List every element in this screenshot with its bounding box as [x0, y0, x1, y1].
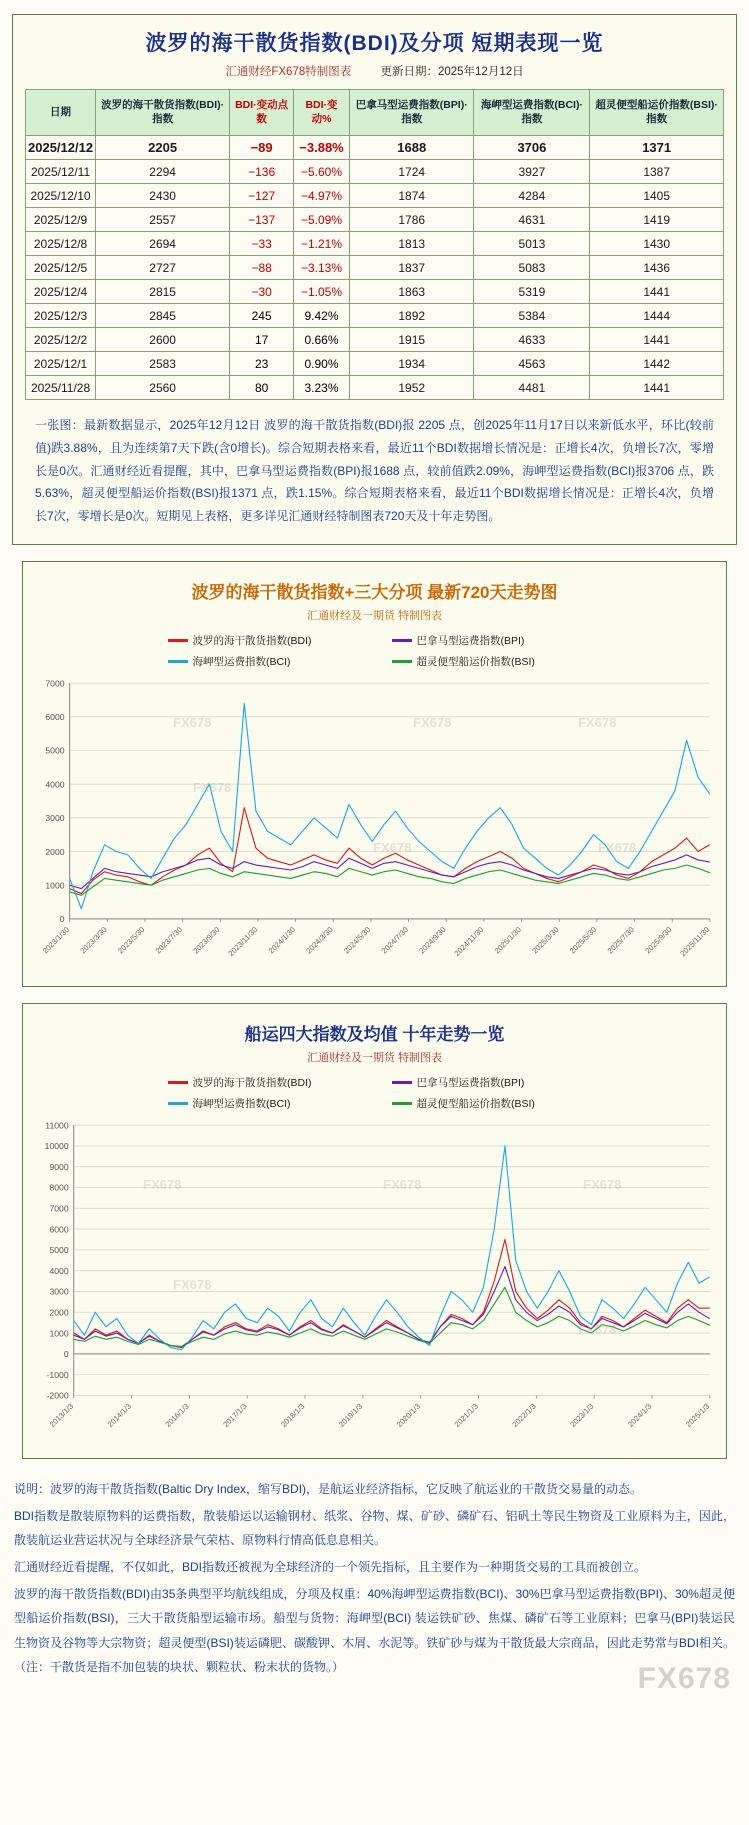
table-row: [26, 304, 724, 328]
legend-swatch-icon: [168, 660, 188, 663]
svg-text:2023/9/30: 2023/9/30: [191, 925, 222, 956]
svg-text:11000: 11000: [45, 1120, 69, 1131]
table-row: [26, 256, 724, 280]
cell-bsi: 1405: [590, 184, 724, 208]
watermark-text: FX678: [373, 839, 412, 855]
watermark-text: FX678: [583, 1176, 622, 1192]
svg-text:2022/1/3: 2022/1/3: [510, 1401, 538, 1429]
col-bdi-change: BDI·变动点数: [230, 90, 294, 136]
cell-bci: 3706: [474, 136, 590, 160]
chart-720d-legend: [23, 625, 726, 675]
svg-text:10000: 10000: [44, 1141, 69, 1152]
page-title: 波罗的海干散货指数(BDI)及分项 短期表现一览: [145, 32, 604, 55]
cell-date: 2025/12/11: [26, 160, 96, 184]
page-root: [0, 14, 749, 1700]
cell-change-pct: 9.42%: [294, 304, 350, 328]
cell-bpi: 1837: [349, 256, 473, 280]
cell-date: 2025/12/1: [26, 352, 96, 376]
legend-item: [392, 654, 582, 669]
updated-label: 更新日期：2025年12月12日: [380, 66, 524, 78]
legend-swatch-icon: [392, 639, 412, 642]
watermark-text: FX678: [413, 714, 452, 730]
chart-720d-subtitle: 汇通财经及一期货 特制图表: [306, 609, 443, 622]
legend-swatch-icon: [392, 1081, 412, 1084]
svg-text:2000: 2000: [49, 1307, 69, 1318]
table-row: [26, 352, 724, 376]
cell-bdi: 2557: [96, 208, 230, 232]
legend-swatch-icon: [392, 1102, 412, 1105]
svg-text:7000: 7000: [49, 1203, 69, 1214]
cell-bci: 5384: [474, 304, 590, 328]
chart-720d-svg: [29, 675, 720, 980]
legend-item: [392, 1096, 582, 1111]
svg-text:2023/1/3: 2023/1/3: [568, 1401, 596, 1429]
table-row: [26, 376, 724, 400]
legend-label: 波罗的海干散货指数(BDI): [192, 634, 312, 647]
legend-item: [168, 633, 358, 648]
summary-note: 一张图：最新数据显示，2025年12月12日 波罗的海干散货指数(BDI)报 2205 点，创2025年11月17日以来新低水平，环比(较前值)跌3.88%，且为连续第7天下跌(含0增长)。综合短期表格来看，最近11个BDI数据增长情况是：正增长4次，负增长7次，零增长是0次。汇通财经近看提醒，其中，巴拿马型运费指数(BPI)报1688 点，较前值跌2.09%，海岬型运费指数(BCI)报3706 点，跌5.63%，超灵便型船运价指数(BSI)报1371 点，跌1.15%。综合短期表格来看，最近11个BDI数据增长情况是：正增长4次，负增长7次，零增长是0次。短期见上表格，更多详见汇通财经特制图表720天及十年走势图。: [35, 418, 714, 524]
table-source-line: [13, 59, 736, 89]
bdi-table-body: [26, 136, 724, 400]
source-label: 汇通财经FX678特制图表: [225, 66, 352, 78]
svg-text:2025/7/30: 2025/7/30: [605, 925, 636, 956]
svg-text:2018/1/3: 2018/1/3: [279, 1401, 307, 1429]
cell-bpi: 1813: [349, 232, 473, 256]
cell-bsi: 1436: [590, 256, 724, 280]
svg-text:2025/9/30: 2025/9/30: [643, 925, 674, 956]
cell-bdi: 2294: [96, 160, 230, 184]
svg-text:3000: 3000: [49, 1286, 69, 1297]
cell-change-pct: −1.05%: [294, 280, 350, 304]
legend-label: 超灵便型船运价指数(BSI): [416, 1097, 535, 1110]
svg-text:2025/3/30: 2025/3/30: [530, 925, 561, 956]
cell-bci: 3927: [474, 160, 590, 184]
cell-bpi: 1874: [349, 184, 473, 208]
watermark-text: FX678: [193, 779, 232, 795]
cell-bsi: 1441: [590, 376, 724, 400]
col-bsi: 超灵便型船运价指数(BSI)·指数: [590, 90, 724, 136]
cell-date: 2025/12/12: [26, 136, 96, 160]
svg-text:1000: 1000: [45, 880, 65, 891]
svg-text:2023/5/30: 2023/5/30: [116, 925, 147, 956]
cell-change-pct: −3.13%: [294, 256, 350, 280]
svg-text:2024/9/30: 2024/9/30: [417, 925, 448, 956]
legend-label: 海岬型运费指数(BCI): [192, 1097, 291, 1110]
table-header-row: [26, 90, 724, 136]
cell-change: −136: [230, 160, 294, 184]
cell-bdi: 2815: [96, 280, 230, 304]
legend-item: [168, 1075, 358, 1090]
cell-change-pct: 0.90%: [294, 352, 350, 376]
table-row: [26, 232, 724, 256]
watermark-text: FX678: [578, 1321, 617, 1337]
svg-text:2016/1/3: 2016/1/3: [163, 1401, 191, 1429]
svg-text:2025/1/30: 2025/1/30: [492, 925, 523, 956]
desc-line: 说明：波罗的海干散货指数(Baltic Dry Index，缩写BDI)，是航运业经济指标，它反映了航运业的干散货交易量的动态。: [14, 1482, 643, 1497]
svg-text:1000: 1000: [49, 1328, 69, 1339]
cell-bpi: 1688: [349, 136, 473, 160]
desc-line: BDI指数是散装原物料的运费指数，散装船运以运输钢材、纸浆、谷物、煤、矿砂、磷矿石、铝矾土等民生物资及工业原料为主，因此，散装航运业营运状况与全球经济景气荣枯、原物料行情高低息息相关。: [14, 1508, 735, 1548]
cell-bsi: 1444: [590, 304, 724, 328]
cell-bci: 4633: [474, 328, 590, 352]
cell-bpi: 1934: [349, 352, 473, 376]
chart-10y-plot-wrap: [23, 1117, 726, 1452]
watermark-text: FX678: [578, 714, 617, 730]
cell-change: −127: [230, 184, 294, 208]
cell-change: 80: [230, 376, 294, 400]
legend-label: 超灵便型船运价指数(BSI): [416, 655, 535, 668]
table-row: [26, 208, 724, 232]
cell-bci: 5083: [474, 256, 590, 280]
chart-720d-title: 波罗的海干散货指数+三大分项 最新720天走势图: [191, 582, 558, 602]
cell-date: 2025/12/8: [26, 232, 96, 256]
cell-change-pct: −5.09%: [294, 208, 350, 232]
legend-swatch-icon: [168, 639, 188, 642]
cell-change-pct: −1.21%: [294, 232, 350, 256]
table-row: [26, 184, 724, 208]
svg-text:4000: 4000: [45, 779, 65, 790]
legend-label: 巴拿马型运费指数(BPI): [416, 634, 525, 647]
cell-date: 2025/12/4: [26, 280, 96, 304]
svg-text:0: 0: [59, 914, 65, 925]
cell-bpi: 1952: [349, 376, 473, 400]
cell-change-pct: −4.97%: [294, 184, 350, 208]
footer-description: [0, 1459, 749, 1690]
cell-bpi: 1786: [349, 208, 473, 232]
svg-text:-1000: -1000: [46, 1369, 69, 1380]
svg-text:2024/3/30: 2024/3/30: [304, 925, 335, 956]
watermark-text: FX678: [383, 1176, 422, 1192]
svg-text:2025/1/3: 2025/1/3: [683, 1401, 712, 1429]
cell-change: −33: [230, 232, 294, 256]
desc-line: 汇通财经近看提醒，不仅如此，BDI指数还被视为全球经济的一个领先指标，且主要作为一种期货交易的工具而被创立。: [14, 1559, 647, 1574]
chart-10y-svg: [29, 1117, 720, 1452]
legend-item: [168, 1096, 358, 1111]
watermark-text: FX678: [173, 1276, 212, 1292]
svg-text:6000: 6000: [45, 712, 65, 723]
table-row: [26, 280, 724, 304]
col-date: 日期: [26, 90, 96, 136]
chart-720d-plot-wrap: [23, 675, 726, 980]
svg-text:2024/1/30: 2024/1/30: [266, 925, 298, 956]
cell-change: −88: [230, 256, 294, 280]
legend-swatch-icon: [392, 660, 412, 663]
cell-change-pct: −3.88%: [294, 136, 350, 160]
cell-change: 17: [230, 328, 294, 352]
svg-text:2023/7/30: 2023/7/30: [153, 925, 185, 956]
svg-text:3000: 3000: [45, 813, 65, 824]
svg-text:2023/3/30: 2023/3/30: [78, 925, 109, 956]
cell-date: 2025/12/2: [26, 328, 96, 352]
chart-10y-subtitle: 汇通财经及一期货 特制图表: [306, 1051, 443, 1064]
svg-text:2021/1/3: 2021/1/3: [452, 1401, 480, 1429]
col-bci: 海岬型运费指数(BCI)·指数: [474, 90, 590, 136]
svg-text:2020/1/3: 2020/1/3: [394, 1401, 423, 1429]
svg-text:4000: 4000: [49, 1265, 69, 1276]
svg-text:6000: 6000: [49, 1224, 69, 1235]
cell-date: 2025/11/28: [26, 376, 96, 400]
col-bdi-change-pct: BDI·变动%: [294, 90, 350, 136]
legend-label: 波罗的海干散货指数(BDI): [192, 1076, 312, 1089]
cell-bdi: 2600: [96, 328, 230, 352]
svg-text:2023/11/30: 2023/11/30: [226, 925, 260, 958]
table-row: [26, 136, 724, 160]
footer-watermark: FX678: [637, 1661, 731, 1695]
table-row: [26, 328, 724, 352]
chart-10y-panel: [22, 1003, 727, 1459]
legend-item: [392, 633, 582, 648]
cell-bci: 4284: [474, 184, 590, 208]
cell-bsi: 1371: [590, 136, 724, 160]
legend-swatch-icon: [168, 1102, 188, 1105]
cell-bdi: 2694: [96, 232, 230, 256]
cell-change: −137: [230, 208, 294, 232]
watermark-text: FX678: [598, 839, 637, 855]
legend-swatch-icon: [168, 1081, 188, 1084]
cell-bsi: 1387: [590, 160, 724, 184]
cell-bsi: 1441: [590, 328, 724, 352]
col-bdi: 波罗的海干散货指数(BDI)·指数: [96, 90, 230, 136]
svg-text:-2000: -2000: [46, 1390, 69, 1401]
svg-text:7000: 7000: [45, 678, 65, 689]
cell-date: 2025/12/9: [26, 208, 96, 232]
cell-date: 2025/12/3: [26, 304, 96, 328]
cell-date: 2025/12/5: [26, 256, 96, 280]
cell-bpi: 1915: [349, 328, 473, 352]
legend-item: [392, 1075, 582, 1090]
svg-text:2024/11/30: 2024/11/30: [452, 925, 486, 958]
svg-text:2025/11/30: 2025/11/30: [678, 925, 712, 958]
cell-change: 245: [230, 304, 294, 328]
cell-change-pct: 0.66%: [294, 328, 350, 352]
cell-bdi: 2560: [96, 376, 230, 400]
svg-text:5000: 5000: [49, 1244, 69, 1255]
cell-bsi: 1430: [590, 232, 724, 256]
legend-item: [168, 654, 358, 669]
cell-bci: 4631: [474, 208, 590, 232]
svg-text:2024/1/3: 2024/1/3: [626, 1401, 654, 1429]
cell-change: −30: [230, 280, 294, 304]
bdi-table-panel: [12, 14, 737, 545]
svg-text:2023/1/30: 2023/1/30: [40, 925, 72, 956]
svg-text:2014/1/3: 2014/1/3: [105, 1401, 133, 1429]
cell-change-pct: 3.23%: [294, 376, 350, 400]
cell-bci: 4481: [474, 376, 590, 400]
bdi-table: [25, 89, 724, 400]
cell-date: 2025/12/10: [26, 184, 96, 208]
legend-label: 巴拿马型运费指数(BPI): [416, 1076, 525, 1089]
cell-bpi: 1724: [349, 160, 473, 184]
cell-bpi: 1863: [349, 280, 473, 304]
svg-text:2013/1/3: 2013/1/3: [47, 1401, 76, 1429]
chart-10y-legend: [23, 1067, 726, 1117]
cell-bci: 5013: [474, 232, 590, 256]
svg-text:2024/5/30: 2024/5/30: [342, 925, 373, 956]
cell-bci: 4563: [474, 352, 590, 376]
svg-text:5000: 5000: [45, 745, 65, 756]
svg-text:2017/1/3: 2017/1/3: [221, 1401, 249, 1429]
cell-bdi: 2845: [96, 304, 230, 328]
svg-text:0: 0: [63, 1348, 69, 1359]
svg-text:2025/5/30: 2025/5/30: [567, 925, 599, 956]
legend-label: 海岬型运费指数(BCI): [192, 655, 291, 668]
cell-bdi: 2430: [96, 184, 230, 208]
chart-10y-title: 船运四大指数及均值 十年走势一览: [244, 1024, 505, 1044]
col-bpi: 巴拿马型运费指数(BPI)·指数: [349, 90, 473, 136]
watermark-text: FX678: [143, 1176, 182, 1192]
svg-text:9000: 9000: [49, 1161, 69, 1172]
cell-bdi: 2205: [96, 136, 230, 160]
cell-change: 23: [230, 352, 294, 376]
cell-change-pct: −5.60%: [294, 160, 350, 184]
cell-bsi: 1442: [590, 352, 724, 376]
chart-720d-panel: [22, 561, 727, 987]
cell-bpi: 1892: [349, 304, 473, 328]
svg-text:2024/7/30: 2024/7/30: [379, 925, 410, 956]
cell-bsi: 1419: [590, 208, 724, 232]
desc-line: 波罗的海干散货指数(BDI)由35条典型平均航线组成，分项及权重：40%海岬型运费指数(BCI)、30%巴拿马型运费指数(BPI)、30%超灵便型船运价指数(BSI)，三大干散货船型运输市场。船型与货物：海岬型(BCI) 装运铁矿砂、焦煤、磷矿石等工业原料；巴拿马(BPI)装运民生物资及谷物等大宗物资；超灵便型(BSI)装运磷肥、碳酸钾、木屑、水泥等。铁矿砂与煤为干散货最大宗商品，因此走势常与BDI相关。（注：干散货是指不加包装的块状、颗粒状、粉末状的货物。）: [14, 1586, 735, 1675]
cell-bsi: 1441: [590, 280, 724, 304]
watermark-text: FX678: [173, 714, 212, 730]
svg-text:2000: 2000: [45, 846, 65, 857]
cell-change: −89: [230, 136, 294, 160]
cell-bdi: 2583: [96, 352, 230, 376]
cell-bdi: 2727: [96, 256, 230, 280]
table-row: [26, 160, 724, 184]
cell-bci: 5319: [474, 280, 590, 304]
svg-text:2019/1/3: 2019/1/3: [336, 1401, 365, 1429]
svg-text:8000: 8000: [49, 1182, 69, 1193]
